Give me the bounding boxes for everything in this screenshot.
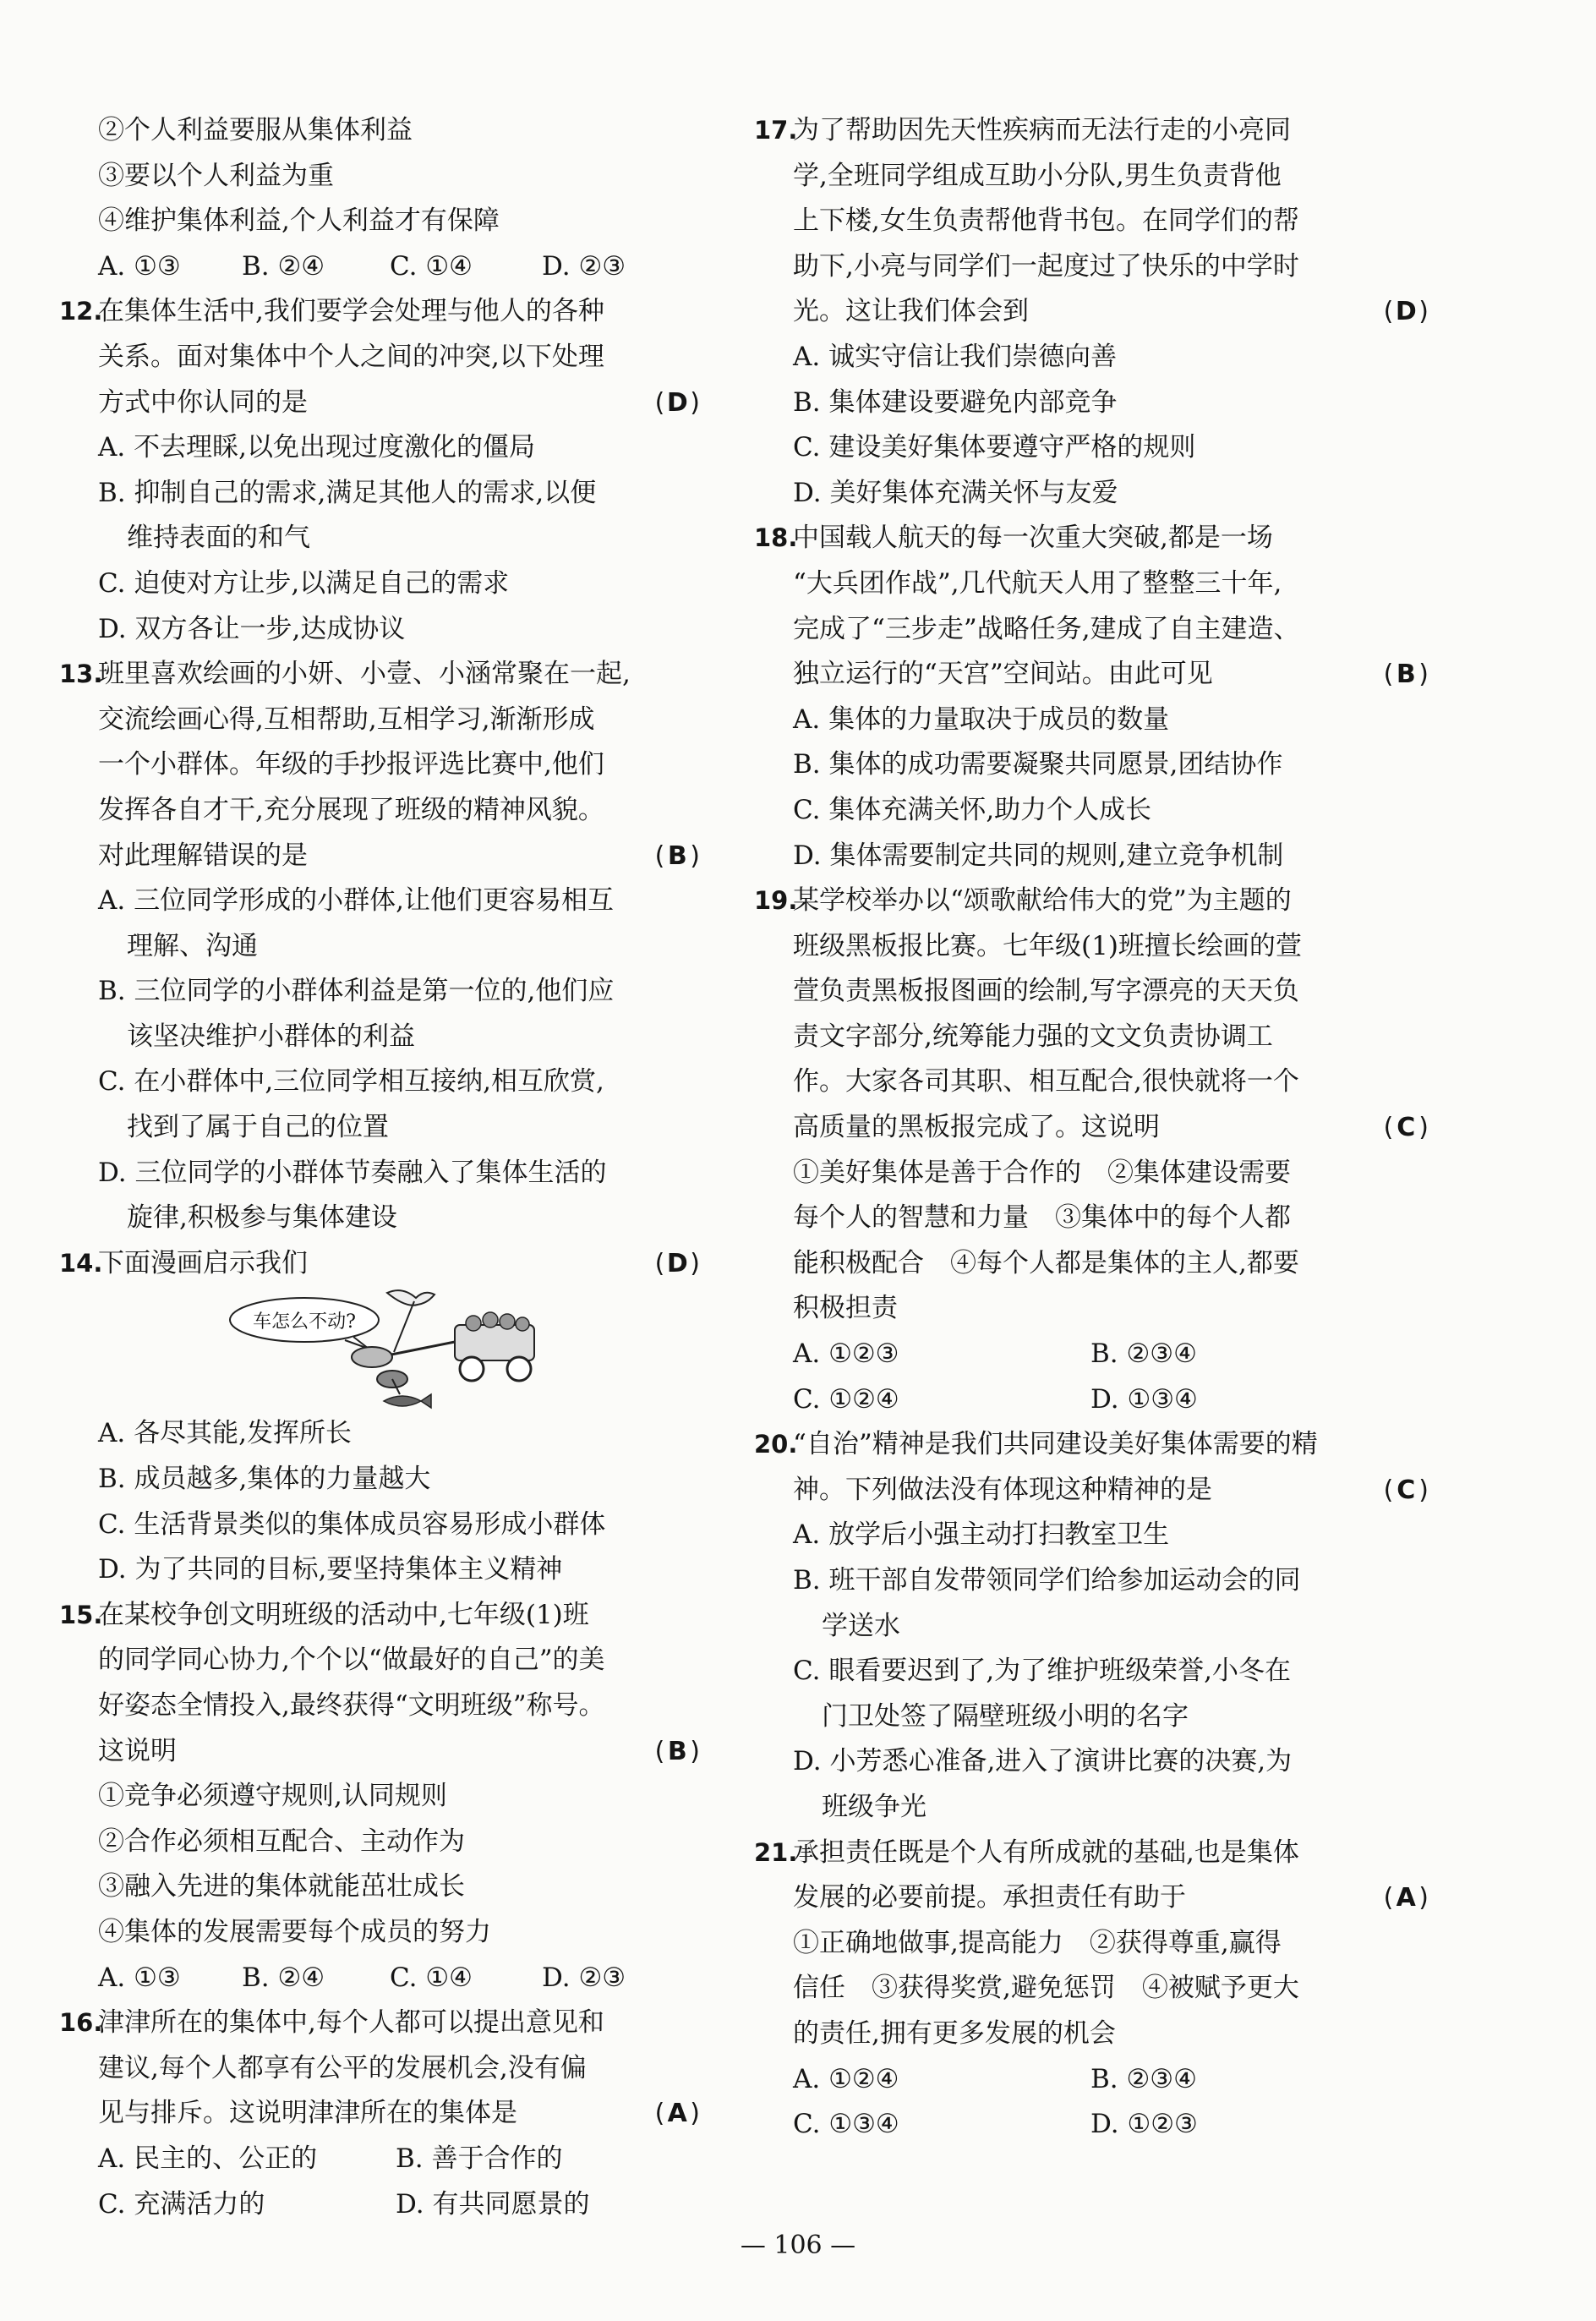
question-stem: 一个小群体。年级的手抄报评选比赛中,他们 — [98, 749, 604, 780]
option: B. 集体建设要避免内部竞争 — [793, 386, 1118, 418]
option-continuation: 维持表面的和气 — [127, 523, 310, 554]
question-stem: 方式中你认同的是 — [98, 386, 308, 418]
question-stem: 学,全班同学组成互助小分队,男生负责背他 — [793, 160, 1282, 191]
answer-letter: C — [1396, 1113, 1416, 1143]
options-row — [91, 2137, 700, 2182]
question-stem: 的同学同心协力,个个以“做最好的自己”的美 — [98, 1645, 605, 1676]
statement: ④集体的发展需要每个成员的努力 — [98, 1916, 491, 1947]
question-stem: 津津所在的集体中,每个人都可以提出意见和 — [98, 2007, 604, 2039]
question-stem: 发挥各自才干,充分展现了班级的精神风貌。 — [98, 794, 604, 825]
question-stem: 好姿态全情投入,最终获得“文明班级”称号。 — [98, 1690, 605, 1721]
answer-bracket: ( C ) — [1384, 1105, 1429, 1151]
statement: ①美好集体是善于合作的 ②集体建设需要 — [793, 1157, 1291, 1188]
question-16 — [59, 2001, 700, 2227]
answer-letter: D — [1395, 297, 1417, 327]
question-stem: 高质量的黑板报完成了。这说明 — [793, 1112, 1160, 1143]
question-stem: 班级黑板报比赛。七年级(1)班擅长绘画的萱 — [793, 930, 1302, 961]
statement: 每个人的智慧和力量 ③集体中的每个人都 — [793, 1202, 1291, 1234]
option-continuation: 学送水 — [822, 1610, 900, 1641]
rope-swan — [394, 1301, 414, 1352]
answer-letter: B — [667, 1736, 687, 1766]
option-continuation: 找到了属于自己的位置 — [127, 1112, 389, 1143]
question-stem: 独立运行的“天宫”空间站。由此可见 — [793, 659, 1213, 690]
option: B. 集体的成功需要凝聚共同愿景,团结协作 — [793, 749, 1283, 780]
option-d: D. ①③④ — [1090, 1383, 1198, 1415]
question-stem: 光。这让我们体会到 — [793, 296, 1029, 327]
answer-bracket: (D) — [655, 1241, 700, 1287]
option: B. 成员越多,集体的力量越大 — [98, 1464, 431, 1495]
answer-letter: C — [1396, 1475, 1416, 1505]
option-b: B. ②④ — [242, 1962, 325, 1993]
option-a: A. 民主的、公正的 — [98, 2143, 318, 2174]
question-stem: 神。下列做法没有体现这种精神的是 — [793, 1474, 1212, 1505]
question-stem: 萱负责黑板报图画的绘制,写字漂亮的天天负 — [793, 976, 1299, 1007]
answer-bracket: (D) — [1384, 289, 1429, 335]
option-continuation: 旋律,积极参与集体建设 — [127, 1202, 397, 1234]
question-number: 12. — [59, 297, 103, 326]
option: C. 在小群体中,三位同学相互接纳,相互欣赏, — [98, 1066, 604, 1098]
option: C. 迫使对方让步,以满足自己的需求 — [98, 567, 510, 599]
question-17 — [754, 108, 1429, 516]
question-number: 21. — [754, 1837, 798, 1867]
question-stem: 为了帮助因先天性疾病而无法行走的小亮同 — [793, 115, 1291, 145]
question-stem: 上下楼,女生负责帮他背书包。在同学们的帮 — [793, 205, 1299, 237]
option-a: A. ①②④ — [793, 2063, 899, 2094]
option-b: B. ②③④ — [1090, 2063, 1197, 2094]
answer-bracket: ( B ) — [1384, 652, 1429, 698]
wheel-icon — [460, 1357, 484, 1381]
question-stem: 班里喜欢绘画的小妍、小壹、小涵常聚在一起, — [98, 659, 631, 690]
question-stem: 完成了“三步走”战略任务,建成了自主建造、 — [793, 613, 1300, 644]
statement: ②合作必须相互配合、主动作为 — [98, 1826, 465, 1857]
question-18 — [754, 516, 1429, 879]
answer-letter: B — [1396, 660, 1416, 690]
options-row — [91, 2182, 700, 2228]
question-stem: 建议,每个人都享有公平的发展机会,没有偏 — [98, 2052, 587, 2083]
options-row — [91, 1956, 700, 2001]
cartoon-drawing — [227, 1286, 565, 1411]
option-a: A. ①③ — [98, 1962, 181, 1993]
question-11-tail — [91, 108, 700, 289]
page-number: — 106 — — [740, 2231, 856, 2260]
question-stem: 这说明 — [98, 1735, 177, 1766]
answer-bracket: ( C ) — [1384, 1468, 1429, 1514]
question-number: 16. — [59, 2008, 103, 2038]
option: B. 抑制自己的需求,满足其他人的需求,以便 — [98, 477, 597, 508]
option: A. 不去理睬,以免出现过度激化的僵局 — [98, 432, 535, 463]
statement: 能积极配合 ④每个人都是集体的主人,都要 — [793, 1247, 1299, 1278]
option-continuation: 理解、沟通 — [127, 930, 258, 961]
option: A. 放学后小强主动打扫教室卫生 — [793, 1519, 1170, 1551]
question-21 — [754, 1831, 1429, 2148]
option-continuation: 该坚决维护小群体的利益 — [127, 1021, 415, 1052]
cargo-icon — [500, 1314, 515, 1329]
question-stem: 在某校争创文明班级的活动中,七年级(1)班 — [98, 1599, 589, 1630]
option: C. 生活背景类似的集体成员容易形成小群体 — [98, 1508, 606, 1540]
question-stem: 在集体生活中,我们要学会处理与他人的各种 — [98, 296, 604, 327]
option: A. 诚实守信让我们崇德向善 — [793, 341, 1118, 372]
question-stem: 责文字部分,统筹能力强的文文负责协调工 — [793, 1021, 1273, 1052]
answer-letter: A — [667, 2099, 687, 2129]
option: C. 集体充满关怀,助力个人成长 — [793, 794, 1152, 825]
question-stem: 作。大家各司其职、相互配合,很快就将一个 — [793, 1066, 1299, 1098]
cargo-icon — [466, 1316, 481, 1331]
option-b: B. 善于合作的 — [396, 2143, 563, 2174]
answer-letter: D — [666, 387, 688, 418]
answer-bracket: ( B ) — [655, 834, 700, 879]
option: D. 双方各让一步,达成协议 — [98, 613, 406, 644]
cargo-icon — [483, 1312, 498, 1327]
statement: 的责任,拥有更多发展的机会 — [793, 2017, 1116, 2049]
option-c: C. ①②④ — [793, 1383, 899, 1415]
options-row — [786, 1332, 1429, 1377]
option: D. 小芳悉心准备,进入了演讲比赛的决赛,为 — [793, 1746, 1293, 1777]
option-c: C. 充满活力的 — [98, 2188, 265, 2220]
question-stem: 助下,小亮与同学们一起度过了快乐的中学时 — [793, 250, 1299, 282]
question-stem: 对此理解错误的是 — [98, 840, 308, 871]
answer-bracket: (D) — [655, 380, 700, 426]
answer-bracket: ( A ) — [1384, 1875, 1429, 1921]
answer-bracket: ( B ) — [655, 1729, 700, 1775]
statement: ①竞争必须遵守规则,认同规则 — [98, 1781, 447, 1812]
question-stem: 见与排斥。这说明津津所在的集体是 — [98, 2098, 517, 2129]
left-column — [59, 108, 700, 2227]
question-14 — [59, 1241, 700, 1593]
option-d: D. ②③ — [542, 1962, 626, 1993]
question-stem: “自治”精神是我们共同建设美好集体需要的精 — [793, 1429, 1318, 1460]
question-stem: 中国载人航天的每一次重大突破,都是一场 — [793, 523, 1273, 554]
option-a: A. ①③ — [98, 250, 181, 282]
swan-icon — [387, 1291, 435, 1306]
answer-letter: B — [667, 840, 687, 871]
cargo-icon — [516, 1317, 529, 1331]
option-d: D. ①②③ — [1090, 2109, 1198, 2140]
question-stem: 某学校举办以“颂歌献给伟大的党”为主题的 — [793, 885, 1292, 917]
question-number: 15. — [59, 1600, 103, 1629]
statement: ①正确地做事,提高能力 ②获得尊重,赢得 — [793, 1927, 1282, 1958]
statement: ④维护集体利益,个人利益才有保障 — [98, 205, 500, 237]
option: A. 集体的力量取决于成员的数量 — [793, 703, 1170, 735]
question-number: 14. — [59, 1248, 103, 1278]
question-13 — [59, 652, 700, 1241]
option: B. 三位同学的小群体利益是第一位的,他们应 — [98, 976, 615, 1007]
pike-icon — [384, 1394, 431, 1408]
option: B. 班干部自发带领同学们给参加运动会的同 — [793, 1565, 1301, 1596]
question-stem: 关系。面对集体中个人之间的冲突,以下处理 — [98, 341, 604, 372]
statement: ③融入先进的集体就能茁壮成长 — [98, 1871, 465, 1902]
crayfish-icon — [352, 1347, 392, 1367]
option: D. 集体需要制定共同的规则,建立竞争机制 — [793, 840, 1284, 871]
question-number: 13. — [59, 660, 103, 689]
statement: ②个人利益要服从集体利益 — [98, 115, 413, 145]
question-stem: 发展的必要前提。承担责任有助于 — [793, 1882, 1186, 1913]
options-row — [786, 2102, 1429, 2148]
option: A. 三位同学形成的小群体,让他们更容易相互 — [98, 885, 614, 917]
option-a: A. ①②③ — [793, 1338, 899, 1370]
question-number: 18. — [754, 523, 798, 553]
option-d: D. 有共同愿景的 — [396, 2188, 590, 2220]
option-c: C. ①③④ — [793, 2109, 899, 2140]
option-continuation: 门卫处签了隔壁班级小明的名字 — [822, 1700, 1189, 1732]
option: A. 各尽其能,发挥所长 — [98, 1418, 352, 1449]
answer-letter: A — [1396, 1883, 1416, 1913]
option-d: D. ②③ — [542, 250, 626, 282]
question-number: 20. — [754, 1430, 798, 1459]
option-c: C. ①④ — [390, 1962, 473, 1993]
question-number: 19. — [754, 886, 798, 916]
question-19 — [754, 879, 1429, 1422]
question-number: 17. — [754, 116, 798, 145]
options-row — [91, 244, 700, 290]
answer-bracket: ( A ) — [655, 2091, 700, 2137]
option: D. 为了共同的目标,要坚持集体主义精神 — [98, 1554, 563, 1585]
statement: ③要以个人利益为重 — [98, 160, 334, 191]
question-20 — [754, 1422, 1429, 1830]
options-row — [786, 2057, 1429, 2103]
question-stem: 承担责任既是个人有所成就的基础,也是集体 — [793, 1837, 1299, 1868]
answer-letter: D — [666, 1248, 688, 1278]
option: D. 三位同学的小群体节奏融入了集体生活的 — [98, 1157, 607, 1188]
cartoon-illustration — [227, 1286, 700, 1411]
question-stem: “大兵团作战”,几代航天人用了整整三十年, — [793, 567, 1282, 599]
question-stem: 下面漫画启示我们 — [98, 1247, 308, 1278]
statement: 信任 ③获得奖赏,避免惩罚 ④被赋予更大 — [793, 1973, 1299, 2004]
options-row — [786, 1377, 1429, 1423]
option-continuation: 班级争光 — [822, 1791, 926, 1822]
question-stem: 交流绘画心得,互相帮助,互相学习,渐渐形成 — [98, 703, 595, 735]
option-c: C. ①④ — [390, 250, 473, 282]
option: D. 美好集体充满关怀与友爱 — [793, 477, 1118, 508]
question-12 — [59, 289, 700, 652]
option-b: B. ②③④ — [1090, 1338, 1197, 1370]
right-column — [754, 108, 1429, 2148]
question-15 — [59, 1593, 700, 2001]
option: C. 眼看要迟到了,为了维护班级荣誉,小冬在 — [793, 1656, 1292, 1687]
option: C. 建设美好集体要遵守严格的规则 — [793, 432, 1196, 463]
cartoon-caption: 车怎么不动? — [253, 1311, 356, 1333]
option-b: B. ②④ — [242, 250, 325, 282]
statement: 积极担责 — [793, 1293, 898, 1324]
wheel-icon — [507, 1357, 531, 1381]
